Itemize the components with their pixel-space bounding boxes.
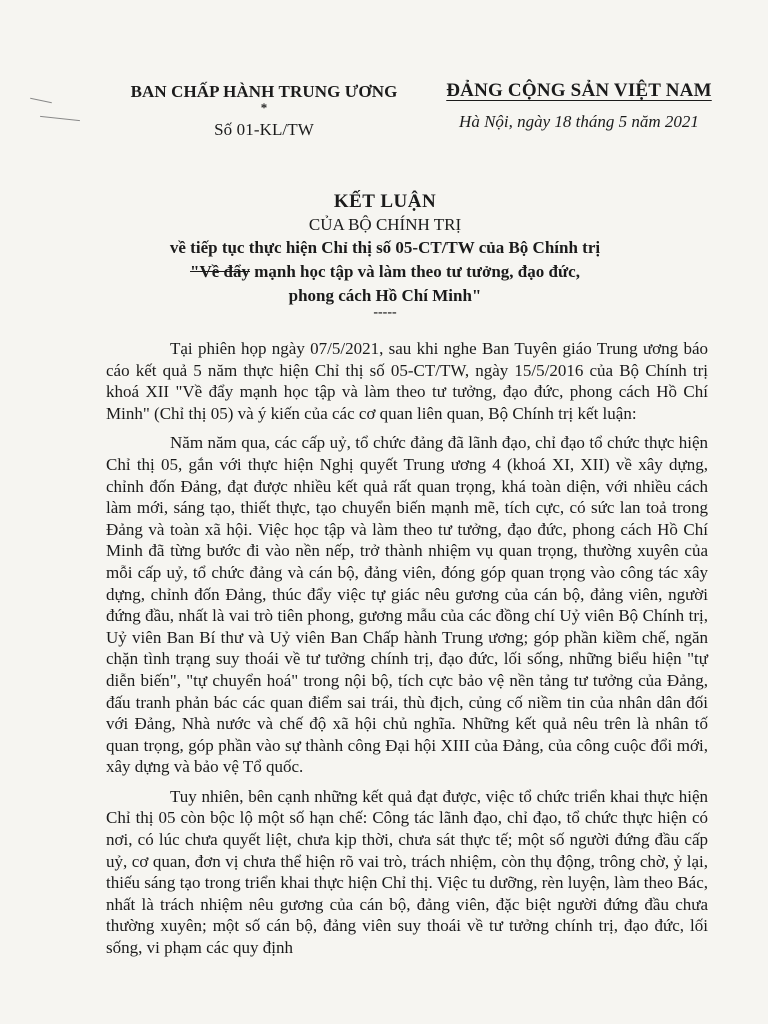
star-mark: * <box>260 100 268 115</box>
document-title <box>120 190 650 318</box>
header-right <box>444 80 714 132</box>
date-place: Hà Nội, ngày 18 tháng 5 năm 2021 <box>459 112 699 131</box>
paragraph-3: Tuy nhiên, bên cạnh những kết quả đạt được, việc tổ chức triển khai thực hiện Chỉ thị 05 còn bộc lộ một số hạn chế: Công tác lãnh đạo, chỉ đạo, tổ chức thực hiện có nơi, có lúc chưa quyết liệt, chưa kịp thời, chưa sát thực tế; một số người đứng đầu cấp uỷ, cơ quan, đơn vị chưa thể hiện rõ vai trò, trách nhiệm, còn thụ động, trông chờ, ỷ lại, thiếu sáng tạo trong triển khai thực hiện Chỉ thị. Việc tu dưỡng, rèn luyện, làm theo Bác, nhất là trách nhiệm nêu gương của cán bộ, đảng viên, đặc biệt người đứng đầu chưa thường xuyên; một số cán bộ, đảng viên suy thoái về tư tưởng chính trị, đạo đức, lối sống, vi phạm các quy định <box>106 786 708 958</box>
title-subject-line3: phong cách Hồ Chí Minh" <box>288 286 482 305</box>
party-name: ĐẢNG CỘNG SẢN VIỆT NAM <box>446 80 712 101</box>
title-subject-line1: về tiếp tục thực hiện Chỉ thị số 05-CT/TW của Bộ Chính trị <box>169 238 601 257</box>
title-divider: ----- <box>373 305 397 320</box>
title-subject-line2 <box>120 260 650 284</box>
paragraph-2: Năm năm qua, các cấp uỷ, tổ chức đảng đã lãnh đạo, chỉ đạo tổ chức thực hiện Chỉ thị 05, gắn với thực hiện Nghị quyết Trung ương 4 (khoá XI, XII) về xây dựng, chỉnh đốn Đảng, đạt được nhiều kết quả rất quan trọng, khá toàn diện, với nhiều cách làm mới, sáng tạo, thiết thực, tạo chuyển biến mạnh mẽ, tích cực, có sức lan toả trong Đảng và toàn xã hội. Việc học tập và làm theo tư tưởng, đạo đức, phong cách Hồ Chí Minh đã từng bước đi vào nền nếp, trở thành nhiệm vụ quan trọng, thường xuyên của mỗi cấp uỷ, tổ chức đảng và cán bộ, đảng viên, đóng góp quan trọng vào công tác xây dựng, chỉnh đốn Đảng, thúc đẩy việc tự giác nêu gương của cán bộ, đảng viên, người đứng đầu, nhất là vai trò tiên phong, gương mẫu của các đồng chí Uỷ viên Bộ Chính trị, Uỷ viên Ban Bí thư và Uỷ viên Ban Chấp hành Trung ương; góp phần kiềm chế, ngăn chặn tình trạng suy thoái về tư tưởng chính trị, đạo đức, lối sống, những biểu hiện "tự diễn biến", "tự chuyển hoá" trong nội bộ, tích cực bảo vệ nền tảng tư tưởng của Đảng, đấu tranh phản bác các quan điểm sai trái, thù địch, củng cố niềm tin của nhân dân đối với Đảng, Nhà nước và chế độ xã hội chủ nghĩa. Những kết quả nêu trên là nhân tố quan trọng, góp phần vào sự thành công Đại hội XIII của Đảng, của công cuộc đổi mới, xây dựng và bảo vệ Tổ quốc. <box>106 433 708 777</box>
struck-text: "Về đẩy <box>190 262 250 281</box>
paragraph-1: Tại phiên họp ngày 07/5/2021, sau khi nghe Ban Tuyên giáo Trung ương báo cáo kết quả 5 năm thực hiện Chỉ thị số 05-CT/TW, ngày 15/5/2016 của Bộ Chính trị khoá XII "Về đẩy mạnh học tập và làm theo tư tưởng, đạo đức, phong cách Hồ Chí Minh" (Chỉ thị 05) và ý kiến của các cơ quan liên quan, Bộ Chính trị kết luận: <box>106 339 708 423</box>
title-subheading: CỦA BỘ CHÍNH TRỊ <box>308 215 462 234</box>
title-heading: KẾT LUẬN <box>333 191 437 212</box>
title-subject-line2-rest: mạnh học tập và làm theo tư tưởng, đạo đức, <box>249 262 580 281</box>
document-body <box>106 338 708 967</box>
header-left <box>118 82 410 140</box>
issuing-body: BAN CHẤP HÀNH TRUNG ƯƠNG <box>130 82 398 101</box>
scan-artifact-line <box>40 116 80 121</box>
scan-artifact-line <box>30 98 52 104</box>
document-number: Số 01-KL/TW <box>214 120 314 139</box>
